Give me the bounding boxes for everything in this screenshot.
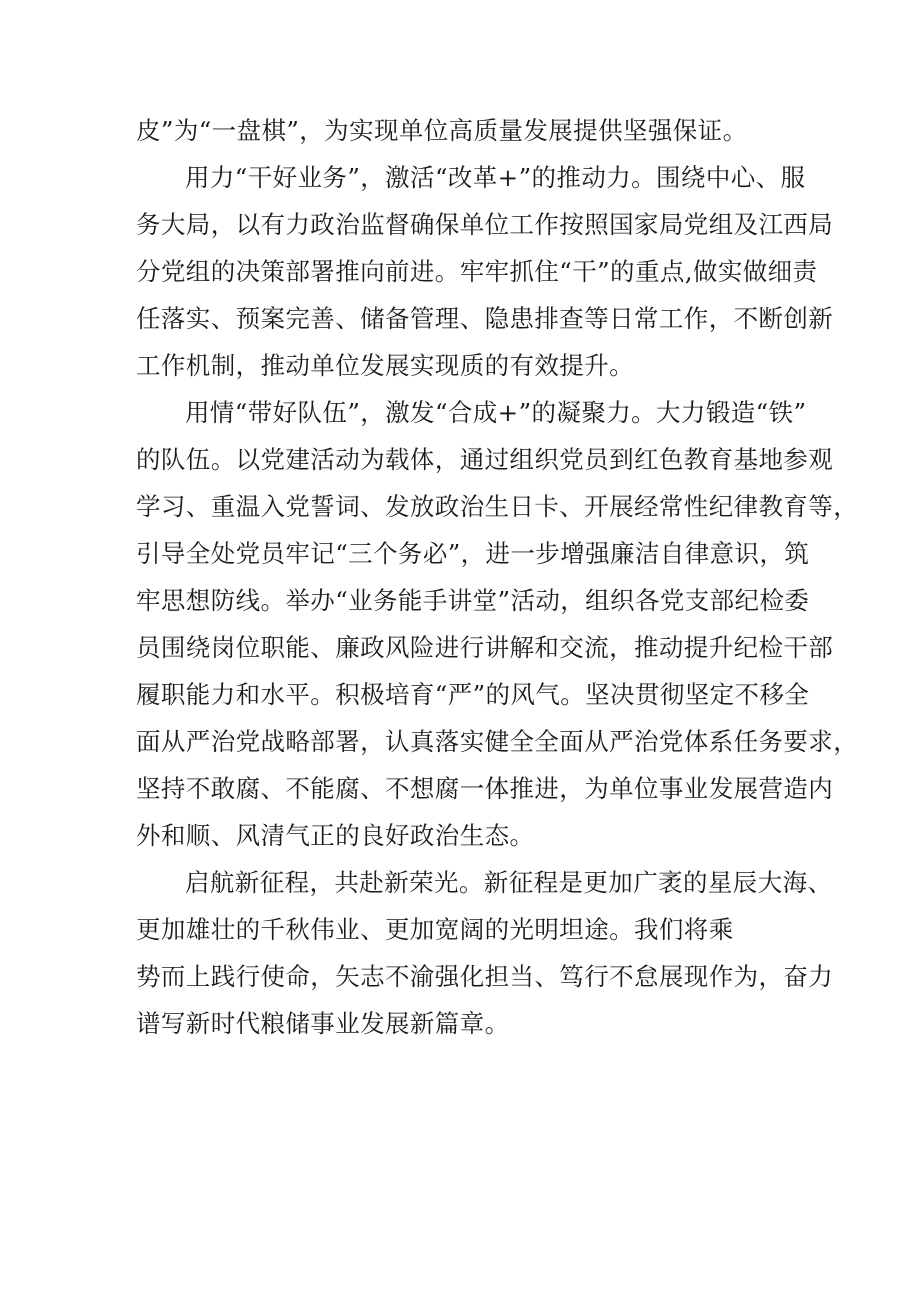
text-line: 工作机制，推动单位发展实现质的有效提升。 xyxy=(136,351,634,380)
text-line: 势而上践行使命，矢志不渝强化担当、笃行不怠展现作为，奋力 xyxy=(136,962,834,991)
text-line: 面从严治党战略部署，认真落实健全全面从严治党体系任务要求， xyxy=(136,727,859,756)
text-line: 皮”为“一盘棋”，为实现单位高质量发展提供坚强保证。 xyxy=(136,116,748,145)
text-line: 任落实、预案完善、储备管理、隐患排查等日常工作，不断创新 xyxy=(136,304,834,333)
text-line: 坚持不敢腐、不能腐、不想腐一体推进，为单位事业发展营造内 xyxy=(136,774,834,803)
document-body xyxy=(136,107,859,1047)
text-line: 引导全处党员牢记“三个务必”，进一步增强廉洁自律意识，筑 xyxy=(136,539,810,568)
text-line: 用情“带好队伍”，激发“合成+”的凝聚力。大力锻造“铁” xyxy=(185,398,807,427)
text-line: 务大局，以有力政治监督确保单位工作按照国家局党组及江西局 xyxy=(136,210,834,239)
text-line: 分党组的决策部署推向前进。牢牢抓住“干”的重点,做实做细责 xyxy=(136,257,818,286)
text-line: 谱写新时代粮储事业发展新篇章。 xyxy=(136,1009,510,1038)
text-line: 学习、重温入党誓词、发放政治生日卡、开展经常性纪律教育等， xyxy=(136,492,859,521)
text-line: 启航新征程，共赴新荣光。新征程是更加广袤的星辰大海、 xyxy=(185,868,833,897)
text-line: 外和顺、风清气正的良好政治生态。 xyxy=(136,821,535,850)
text-line: 员围绕岗位职能、廉政风险进行讲解和交流，推动提升纪检干部 xyxy=(136,633,834,662)
text-line: 的队伍。以党建活动为载体，通过组织党员到红色教育基地参观 xyxy=(136,445,834,474)
text-line: 用力“干好业务”，激活“改革+”的推动力。围绕中心、服 xyxy=(185,163,806,192)
text-line: 履职能力和水平。积极培育“严”的风气。坚决贯彻坚定不移全 xyxy=(136,680,810,709)
text-line: 更加雄壮的千秋伟业、更加宽阔的光明坦途。我们将乘 xyxy=(136,915,734,944)
text-line: 牢思想防线。举办“业务能手讲堂”活动，组织各党支部纪检委 xyxy=(136,586,810,615)
